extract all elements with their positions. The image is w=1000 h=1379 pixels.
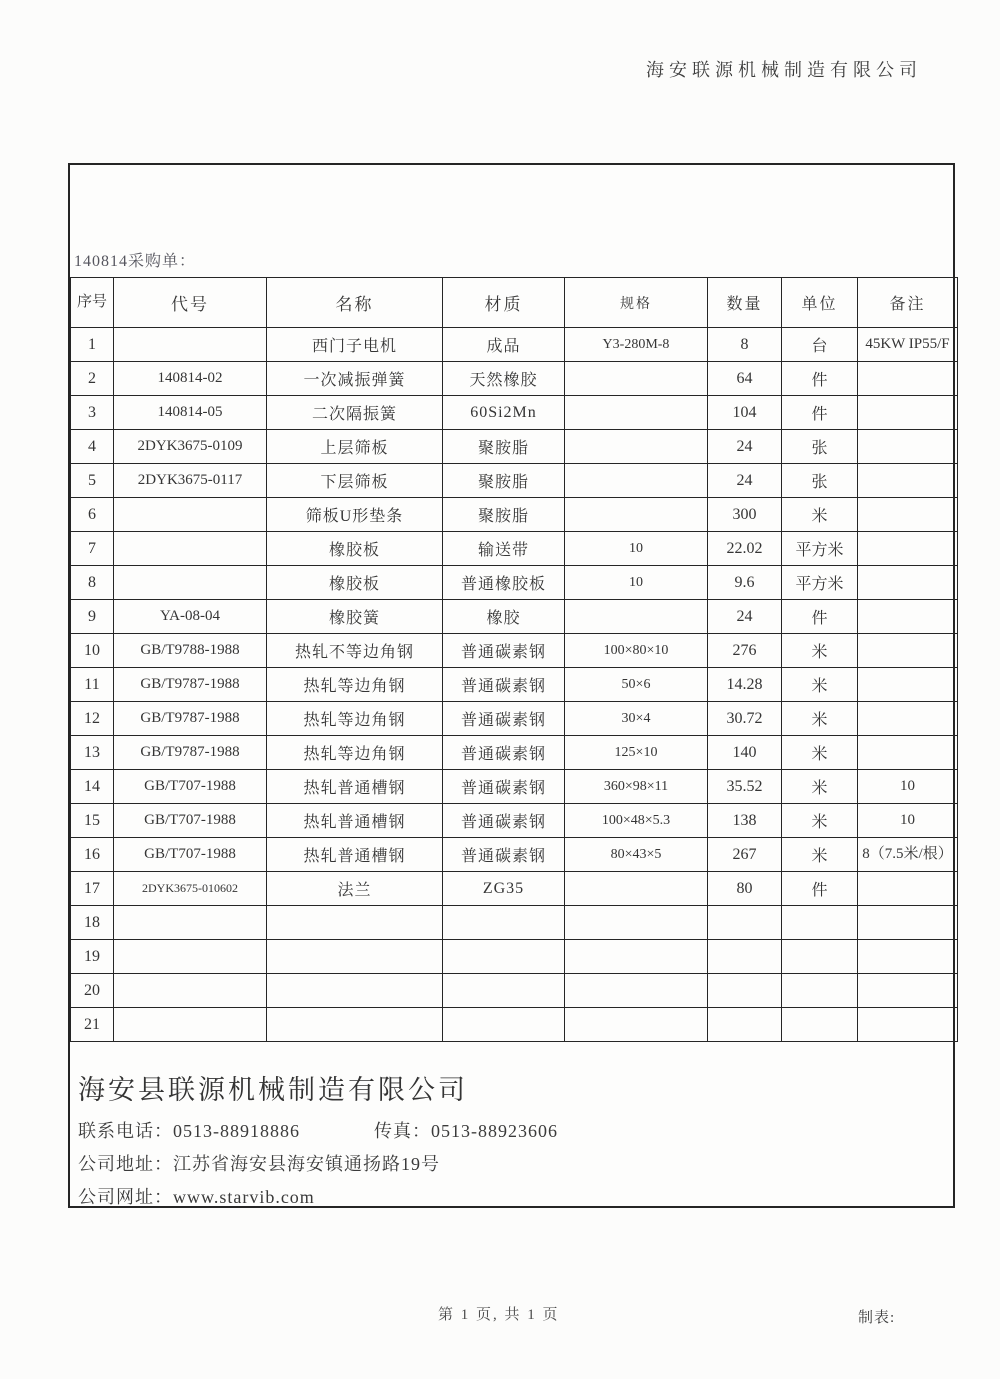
column-header-unit: 单位 bbox=[782, 278, 858, 328]
cell-code bbox=[114, 328, 267, 362]
table-row bbox=[71, 566, 958, 600]
cell-name: 橡胶板 bbox=[267, 566, 443, 600]
cell-no: 18 bbox=[71, 906, 114, 940]
cell-spec bbox=[565, 1008, 708, 1042]
cell-unit: 件 bbox=[782, 362, 858, 396]
cell-qty bbox=[708, 1008, 782, 1042]
table-row bbox=[71, 430, 958, 464]
cell-remark bbox=[858, 430, 958, 464]
cell-no: 8 bbox=[71, 566, 114, 600]
cell-unit: 张 bbox=[782, 464, 858, 498]
cell-unit: 米 bbox=[782, 770, 858, 804]
website-value: www.starvib.com bbox=[173, 1187, 315, 1207]
cell-unit bbox=[782, 940, 858, 974]
cell-name bbox=[267, 974, 443, 1008]
table-row bbox=[71, 634, 958, 668]
cell-material: 普通碳素钢 bbox=[443, 668, 565, 702]
purchase-order-table bbox=[70, 277, 958, 1042]
table-row bbox=[71, 770, 958, 804]
cell-name: 热轧等边角钢 bbox=[267, 702, 443, 736]
cell-remark bbox=[858, 1008, 958, 1042]
cell-code bbox=[114, 498, 267, 532]
cell-material: 橡胶 bbox=[443, 600, 565, 634]
table-header-row bbox=[71, 278, 958, 328]
cell-code bbox=[114, 532, 267, 566]
cell-code: GB/T9787-1988 bbox=[114, 702, 267, 736]
cell-no: 20 bbox=[71, 974, 114, 1008]
cell-material: 60Si2Mn bbox=[443, 396, 565, 430]
table-row bbox=[71, 940, 958, 974]
cell-unit: 件 bbox=[782, 600, 858, 634]
cell-name: 热轧普通槽钢 bbox=[267, 770, 443, 804]
page-header-company-name: 海安联源机械制造有限公司 bbox=[646, 60, 922, 80]
cell-material: 普通碳素钢 bbox=[443, 804, 565, 838]
cell-code: GB/T707-1988 bbox=[114, 804, 267, 838]
cell-unit: 米 bbox=[782, 498, 858, 532]
cell-name: 橡胶板 bbox=[267, 532, 443, 566]
cell-qty: 8 bbox=[708, 328, 782, 362]
cell-qty: 140 bbox=[708, 736, 782, 770]
cell-qty: 64 bbox=[708, 362, 782, 396]
phone-value: 0513-88918886 bbox=[173, 1121, 300, 1141]
phone-label: 联系电话： bbox=[78, 1121, 173, 1141]
cell-qty: 9.6 bbox=[708, 566, 782, 600]
cell-no: 19 bbox=[71, 940, 114, 974]
cell-name bbox=[267, 1008, 443, 1042]
cell-no: 12 bbox=[71, 702, 114, 736]
cell-qty: 24 bbox=[708, 600, 782, 634]
column-header-material: 材质 bbox=[443, 278, 565, 328]
cell-remark bbox=[858, 736, 958, 770]
cell-name: 二次隔振簧 bbox=[267, 396, 443, 430]
table-row bbox=[71, 668, 958, 702]
cell-qty: 35.52 bbox=[708, 770, 782, 804]
cell-qty: 138 bbox=[708, 804, 782, 838]
cell-spec bbox=[565, 464, 708, 498]
table-row bbox=[71, 702, 958, 736]
cell-spec bbox=[565, 940, 708, 974]
cell-name: 热轧不等边角钢 bbox=[267, 634, 443, 668]
table-body bbox=[71, 328, 958, 1042]
cell-no: 5 bbox=[71, 464, 114, 498]
cell-remark bbox=[858, 872, 958, 906]
table-row bbox=[71, 804, 958, 838]
cell-no: 3 bbox=[71, 396, 114, 430]
cell-qty: 30.72 bbox=[708, 702, 782, 736]
cell-spec: 125×10 bbox=[565, 736, 708, 770]
cell-unit: 平方米 bbox=[782, 566, 858, 600]
table-row bbox=[71, 838, 958, 872]
cell-unit: 张 bbox=[782, 430, 858, 464]
cell-name: 热轧等边角钢 bbox=[267, 668, 443, 702]
cell-no: 10 bbox=[71, 634, 114, 668]
cell-remark bbox=[858, 940, 958, 974]
cell-no: 13 bbox=[71, 736, 114, 770]
company-info-block bbox=[70, 1042, 953, 1206]
cell-no: 11 bbox=[71, 668, 114, 702]
cell-qty: 300 bbox=[708, 498, 782, 532]
cell-code bbox=[114, 566, 267, 600]
cell-qty: 276 bbox=[708, 634, 782, 668]
cell-remark bbox=[858, 974, 958, 1008]
cell-code: GB/T9787-1988 bbox=[114, 736, 267, 770]
cell-no: 6 bbox=[71, 498, 114, 532]
cell-spec bbox=[565, 430, 708, 464]
cell-unit bbox=[782, 1008, 858, 1042]
cell-qty bbox=[708, 906, 782, 940]
cell-code: YA-08-04 bbox=[114, 600, 267, 634]
table-row bbox=[71, 736, 958, 770]
cell-unit: 件 bbox=[782, 872, 858, 906]
cell-spec: 80×43×5 bbox=[565, 838, 708, 872]
cell-material bbox=[443, 974, 565, 1008]
cell-qty: 24 bbox=[708, 464, 782, 498]
column-header-code: 代号 bbox=[114, 278, 267, 328]
cell-material: 普通碳素钢 bbox=[443, 702, 565, 736]
table-row bbox=[71, 396, 958, 430]
cell-qty: 22.02 bbox=[708, 532, 782, 566]
cell-no: 9 bbox=[71, 600, 114, 634]
cell-unit bbox=[782, 906, 858, 940]
cell-name bbox=[267, 906, 443, 940]
cell-remark bbox=[858, 668, 958, 702]
purchase-order-box bbox=[68, 163, 955, 1208]
cell-unit: 米 bbox=[782, 702, 858, 736]
column-header-name: 名称 bbox=[267, 278, 443, 328]
cell-spec bbox=[565, 362, 708, 396]
cell-unit: 米 bbox=[782, 668, 858, 702]
cell-material: 聚胺脂 bbox=[443, 430, 565, 464]
table-row bbox=[71, 464, 958, 498]
tabulator-label: 制表: bbox=[858, 1310, 896, 1326]
cell-remark bbox=[858, 532, 958, 566]
cell-name: 上层筛板 bbox=[267, 430, 443, 464]
cell-unit: 米 bbox=[782, 838, 858, 872]
cell-material: 成品 bbox=[443, 328, 565, 362]
cell-no: 2 bbox=[71, 362, 114, 396]
cell-material: ZG35 bbox=[443, 872, 565, 906]
cell-code: GB/T707-1988 bbox=[114, 770, 267, 804]
cell-no: 4 bbox=[71, 430, 114, 464]
cell-name: 热轧普通槽钢 bbox=[267, 838, 443, 872]
cell-material bbox=[443, 1008, 565, 1042]
cell-unit: 米 bbox=[782, 736, 858, 770]
company-name: 海安县联源机械制造有限公司 bbox=[78, 1075, 468, 1105]
cell-spec bbox=[565, 600, 708, 634]
table-header bbox=[71, 278, 958, 328]
order-number-label: 140814采购单： bbox=[74, 253, 197, 270]
cell-qty: 267 bbox=[708, 838, 782, 872]
cell-spec bbox=[565, 498, 708, 532]
cell-name: 热轧普通槽钢 bbox=[267, 804, 443, 838]
table-row bbox=[71, 362, 958, 396]
order-title-band bbox=[70, 165, 953, 277]
cell-code: 2DYK3675-0109 bbox=[114, 430, 267, 464]
cell-remark bbox=[858, 906, 958, 940]
cell-code: 140814-05 bbox=[114, 396, 267, 430]
cell-material bbox=[443, 906, 565, 940]
cell-name: 一次减振弹簧 bbox=[267, 362, 443, 396]
cell-no: 7 bbox=[71, 532, 114, 566]
cell-name: 橡胶簧 bbox=[267, 600, 443, 634]
cell-unit bbox=[782, 974, 858, 1008]
cell-spec bbox=[565, 974, 708, 1008]
page-number-text: 第 1 页, 共 1 页 bbox=[438, 1307, 560, 1323]
cell-qty bbox=[708, 940, 782, 974]
table-row bbox=[71, 600, 958, 634]
cell-name: 法兰 bbox=[267, 872, 443, 906]
cell-code: 2DYK3675-010602 bbox=[114, 872, 267, 906]
cell-spec bbox=[565, 396, 708, 430]
cell-qty bbox=[708, 974, 782, 1008]
cell-material: 普通碳素钢 bbox=[443, 838, 565, 872]
cell-name bbox=[267, 940, 443, 974]
cell-no: 17 bbox=[71, 872, 114, 906]
website-label: 公司网址： bbox=[78, 1187, 173, 1207]
cell-remark bbox=[858, 600, 958, 634]
column-header-no: 序号 bbox=[71, 278, 114, 328]
cell-unit: 台 bbox=[782, 328, 858, 362]
cell-remark bbox=[858, 702, 958, 736]
fax-value: 0513-88923606 bbox=[431, 1121, 558, 1141]
cell-name: 西门子电机 bbox=[267, 328, 443, 362]
cell-material: 普通碳素钢 bbox=[443, 736, 565, 770]
cell-qty: 14.28 bbox=[708, 668, 782, 702]
cell-material bbox=[443, 940, 565, 974]
cell-qty: 104 bbox=[708, 396, 782, 430]
column-header-spec: 规格 bbox=[565, 278, 708, 328]
cell-remark bbox=[858, 464, 958, 498]
cell-code bbox=[114, 940, 267, 974]
cell-spec bbox=[565, 872, 708, 906]
cell-code: 2DYK3675-0117 bbox=[114, 464, 267, 498]
cell-material: 聚胺脂 bbox=[443, 464, 565, 498]
cell-material: 输送带 bbox=[443, 532, 565, 566]
cell-material: 普通橡胶板 bbox=[443, 566, 565, 600]
cell-spec: 10 bbox=[565, 566, 708, 600]
table-row bbox=[71, 1008, 958, 1042]
cell-remark: 10 bbox=[858, 804, 958, 838]
fax-label: 传真： bbox=[374, 1121, 431, 1141]
cell-remark bbox=[858, 396, 958, 430]
cell-code: GB/T707-1988 bbox=[114, 838, 267, 872]
cell-remark bbox=[858, 498, 958, 532]
cell-remark: 8（7.5米/根） bbox=[858, 838, 958, 872]
cell-spec: 100×48×5.3 bbox=[565, 804, 708, 838]
cell-code bbox=[114, 974, 267, 1008]
address-label: 公司地址： bbox=[78, 1154, 173, 1174]
cell-spec bbox=[565, 906, 708, 940]
cell-qty: 80 bbox=[708, 872, 782, 906]
cell-material: 普通碳素钢 bbox=[443, 770, 565, 804]
cell-name: 热轧等边角钢 bbox=[267, 736, 443, 770]
column-header-remark: 备注 bbox=[858, 278, 958, 328]
cell-spec: 360×98×11 bbox=[565, 770, 708, 804]
column-header-qty: 数量 bbox=[708, 278, 782, 328]
cell-unit: 米 bbox=[782, 634, 858, 668]
cell-qty: 24 bbox=[708, 430, 782, 464]
cell-spec: 10 bbox=[565, 532, 708, 566]
cell-no: 14 bbox=[71, 770, 114, 804]
cell-unit: 平方米 bbox=[782, 532, 858, 566]
cell-remark bbox=[858, 634, 958, 668]
cell-code: GB/T9788-1988 bbox=[114, 634, 267, 668]
cell-no: 16 bbox=[71, 838, 114, 872]
cell-no: 15 bbox=[71, 804, 114, 838]
cell-remark bbox=[858, 362, 958, 396]
cell-material: 普通碳素钢 bbox=[443, 634, 565, 668]
cell-code bbox=[114, 906, 267, 940]
cell-remark: 45KW IP55/F bbox=[858, 328, 958, 362]
cell-remark bbox=[858, 566, 958, 600]
address-value: 江苏省海安县海安镇通扬路19号 bbox=[173, 1154, 440, 1174]
cell-material: 聚胺脂 bbox=[443, 498, 565, 532]
cell-unit: 件 bbox=[782, 396, 858, 430]
company-address-line bbox=[78, 1150, 943, 1176]
cell-unit: 米 bbox=[782, 804, 858, 838]
cell-spec: 50×6 bbox=[565, 668, 708, 702]
table-row bbox=[71, 872, 958, 906]
cell-code: 140814-02 bbox=[114, 362, 267, 396]
cell-code bbox=[114, 1008, 267, 1042]
table-row bbox=[71, 974, 958, 1008]
cell-material: 天然橡胶 bbox=[443, 362, 565, 396]
table-row bbox=[71, 906, 958, 940]
cell-code: GB/T9787-1988 bbox=[114, 668, 267, 702]
cell-spec: Y3-280M-8 bbox=[565, 328, 708, 362]
table-row bbox=[71, 498, 958, 532]
company-website-line bbox=[78, 1183, 943, 1209]
cell-spec: 30×4 bbox=[565, 702, 708, 736]
cell-name: 筛板U形垫条 bbox=[267, 498, 443, 532]
cell-no: 21 bbox=[71, 1008, 114, 1042]
cell-spec: 100×80×10 bbox=[565, 634, 708, 668]
table-row bbox=[71, 328, 958, 362]
cell-name: 下层筛板 bbox=[267, 464, 443, 498]
company-phone-line bbox=[78, 1117, 943, 1143]
cell-no: 1 bbox=[71, 328, 114, 362]
table-row bbox=[71, 532, 958, 566]
cell-remark: 10 bbox=[858, 770, 958, 804]
